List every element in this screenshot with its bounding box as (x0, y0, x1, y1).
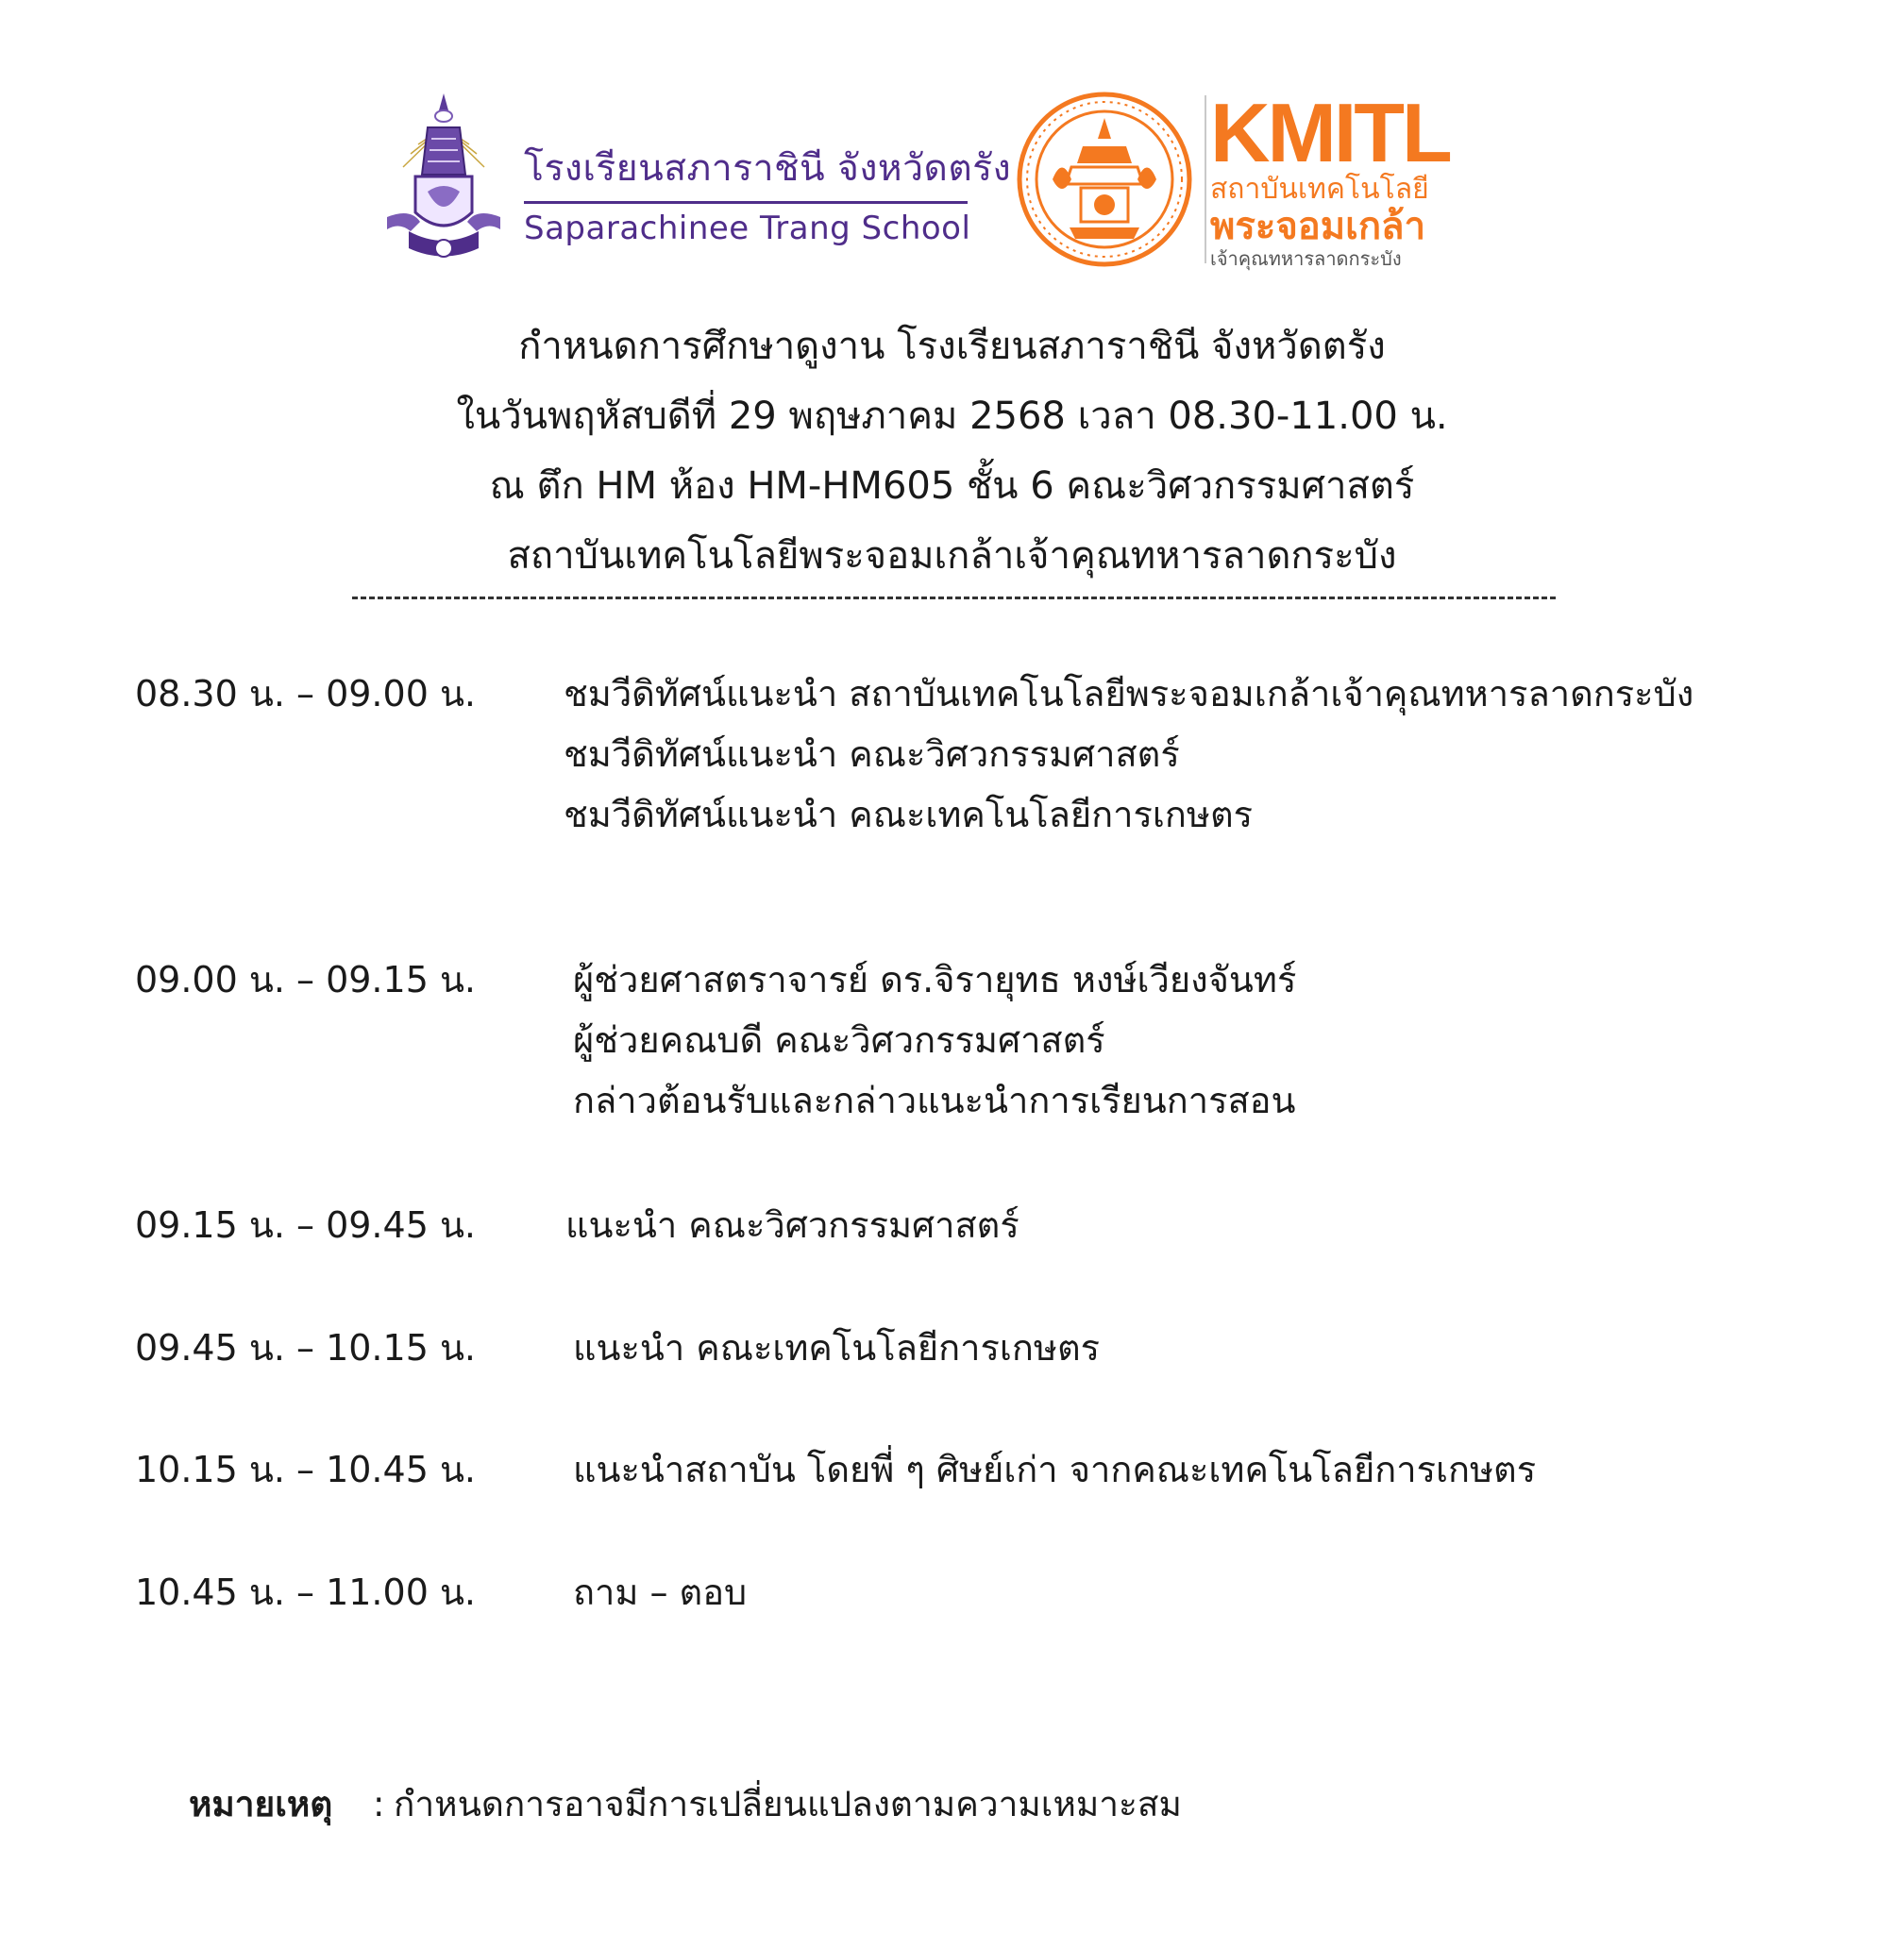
schedule-description (565, 1195, 1651, 1255)
schedule-line: ชมวีดิทัศน์แนะนำ คณะวิศวกรรมศาสตร์ (564, 733, 1180, 775)
schedule-time: 09.15 น. – 09.45 น. (135, 1204, 476, 1246)
schedule-description (573, 1562, 1659, 1622)
schedule-line: ผู้ช่วยศาสตราจารย์ ดร.จิรายุทธ หงษ์เวียงจันทร์ (573, 959, 1297, 1000)
kmitl-name-line1: สถาบันเทคโนโลยี (1210, 173, 1429, 206)
title-line-4: สถาบันเทคโนโลยีพระจอมเกล้าเจ้าคุณทหารลาดกระบัง (507, 534, 1397, 578)
dashed-divider (352, 597, 1556, 599)
schedule-line: กล่าวต้อนรับและกล่าวแนะนำการเรียนการสอน (573, 1080, 1296, 1121)
schedule-line: แนะนำ คณะวิศวกรรมศาสตร์ (565, 1204, 1019, 1246)
remark-label: หมายเหตุ (189, 1784, 333, 1824)
schedule-time: 09.45 น. – 10.15 น. (135, 1327, 476, 1369)
remark-text: กำหนดการอาจมีการเปลี่ยนแปลงตามความเหมาะสม (394, 1784, 1182, 1824)
school-name-block (524, 139, 1012, 247)
remark-note (189, 1774, 1182, 1835)
remark-separator: : (373, 1784, 385, 1824)
schedule-line: ชมวีดิทัศน์แนะนำ คณะเทคโนโลยีการเกษตร (564, 794, 1254, 835)
title-line-3: ณ ตึก HM ห้อง HM-HM605 ชั้น 6 คณะวิศวกรรมศาสตร์ (489, 464, 1415, 508)
school-emblem-logo (382, 90, 505, 264)
kmitl-name-line3: เจ้าคุณทหารลาดกระบัง (1210, 247, 1402, 270)
schedule-description (573, 950, 1659, 1131)
schedule-line: แนะนำ คณะเทคโนโลยีการเกษตร (573, 1327, 1101, 1369)
title-line-2: ในวันพฤหัสบดีที่ 29 พฤษภาคม 2568 เวลา 08.30-11.00 น. (456, 395, 1448, 438)
schedule-description (564, 664, 1694, 845)
schedule-time: 10.45 น. – 11.00 น. (135, 1572, 476, 1613)
schedule-description (573, 1439, 1659, 1500)
schedule-time: 09.00 น. – 09.15 น. (135, 959, 476, 1000)
schedule-line: ถาม – ตอบ (573, 1572, 748, 1613)
document-title (0, 311, 1904, 591)
schedule-line: ชมวีดิทัศน์แนะนำ สถาบันเทคโนโลยีพระจอมเกล้าเจ้าคุณทหารลาดกระบัง (564, 673, 1694, 714)
logo-divider (1205, 95, 1206, 263)
schedule-line: ผู้ช่วยคณบดี คณะวิศวกรรมศาสตร์ (573, 1019, 1105, 1061)
schedule-time: 10.15 น. – 10.45 น. (135, 1449, 476, 1490)
kmitl-wordmark (1210, 86, 1450, 271)
kmitl-logo-text: KMITL (1210, 86, 1450, 179)
school-name-thai: โรงเรียนสภาราชินี จังหวัดตรัง (524, 139, 968, 204)
title-line-1: กำหนดการศึกษาดูงาน โรงเรียนสภาราชินี จังหวัดตรัง (518, 325, 1386, 368)
schedule-line: แนะนำสถาบัน โดยพี่ ๆ ศิษย์เก่า จากคณะเทคโนโลยีการเกษตร (573, 1449, 1537, 1490)
schedule-description (573, 1318, 1659, 1378)
schedule-time: 08.30 น. – 09.00 น. (135, 673, 476, 714)
school-name-english: Saparachinee Trang School (524, 210, 971, 247)
kmitl-seal-logo (1015, 90, 1194, 269)
logo-header (0, 86, 1904, 270)
kmitl-name-line2: พระจอมเกล้า (1210, 205, 1426, 248)
